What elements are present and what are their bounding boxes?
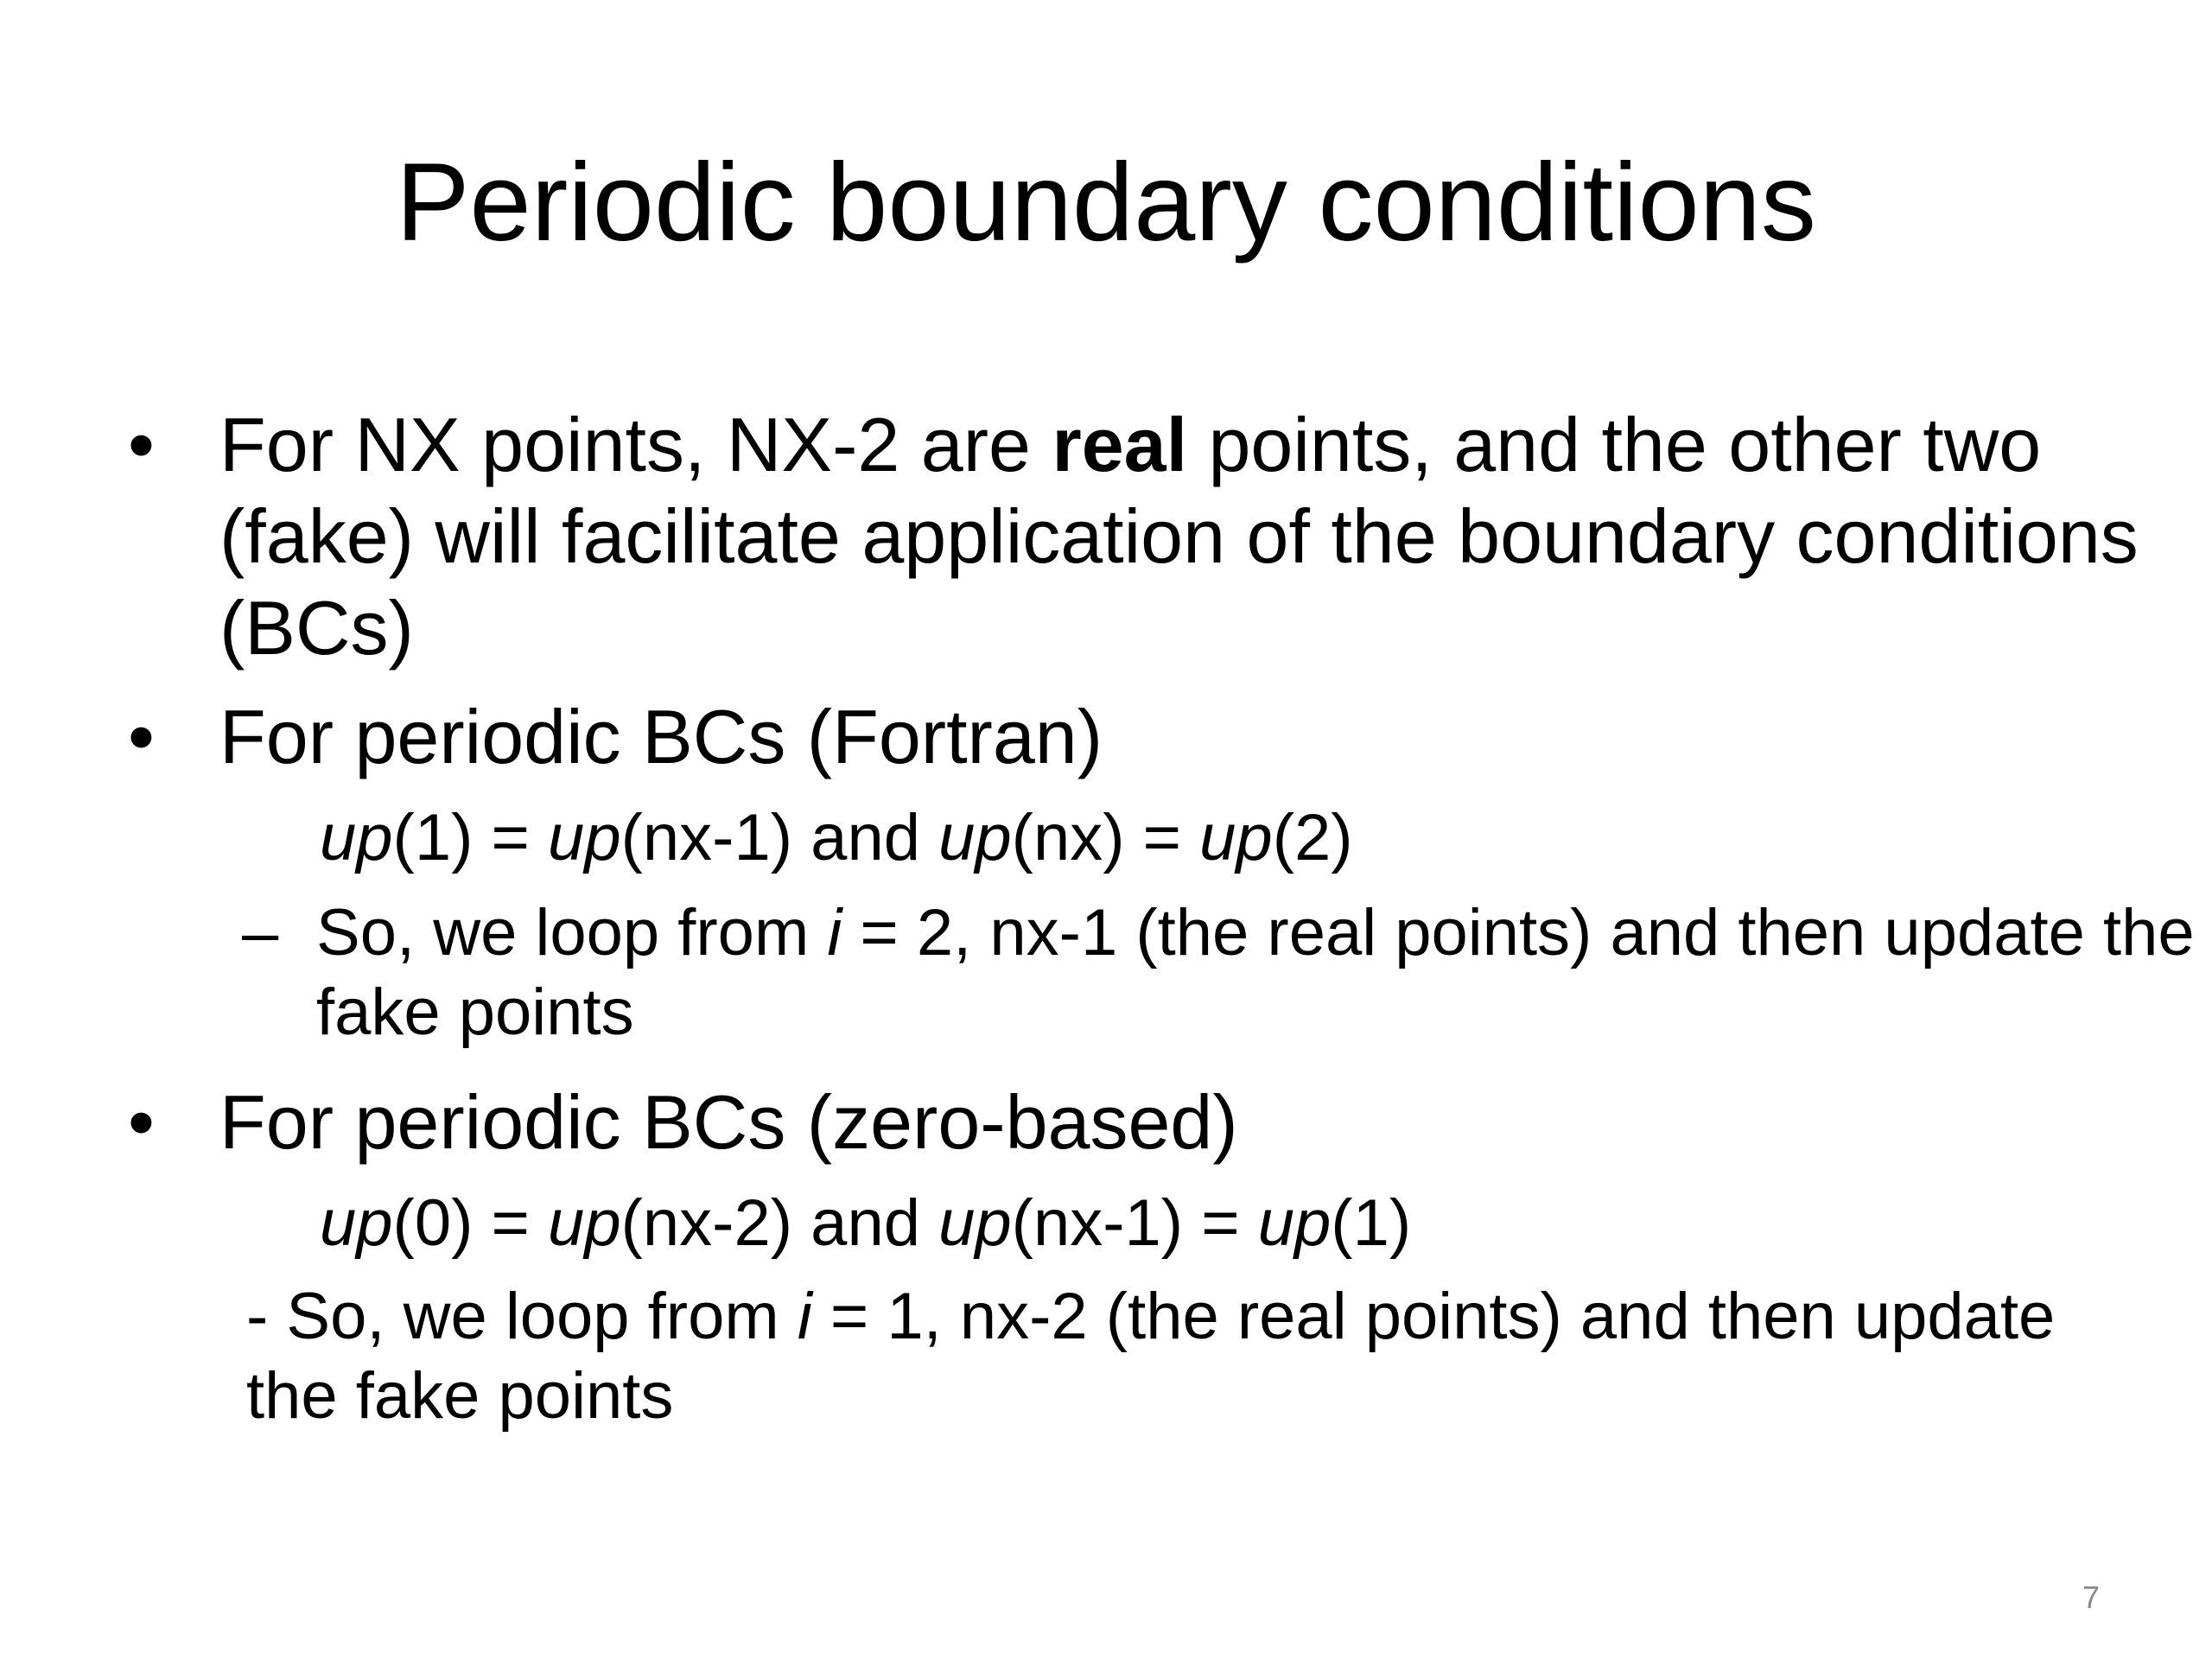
bullet-glyph: • bbox=[128, 402, 155, 487]
fortran-loop-note bbox=[242, 893, 2200, 1052]
zero-based-bc-formula: up(0) = up(nx-2) and up(nx-1) = up(1) bbox=[320, 1186, 1412, 1260]
dash-text: So, we loop from i = 2, nx-1 (the real points) and then update the fake points bbox=[316, 896, 2195, 1049]
zero-based-loop-note: - So, we loop from i = 1, nx-2 (the real points) and then update the fake points bbox=[246, 1280, 2056, 1433]
fortran-bc-formula: up(1) = up(nx-1) and up(nx) = up(2) bbox=[320, 801, 1353, 874]
bullet-item-zero-based bbox=[128, 1077, 2207, 1168]
bullet-item-nx-points bbox=[128, 399, 2207, 674]
bullet-text: For periodic BCs (zero-based) bbox=[219, 1079, 1238, 1165]
bullet-glyph: • bbox=[128, 694, 155, 779]
slide-number: 7 bbox=[2082, 1580, 2101, 1615]
dash-glyph: – bbox=[242, 896, 279, 969]
bullet-glyph: • bbox=[128, 1079, 155, 1165]
slide-title: Periodic boundary conditions bbox=[396, 141, 1816, 264]
bullet-text: For NX points, NX-2 are real points, and the other two (fake) will facilitate application of the boundary conditions (BCs) bbox=[219, 402, 2139, 671]
emphasis-real: real bbox=[1052, 402, 1188, 487]
bullet-item-fortran bbox=[128, 691, 2207, 783]
bullet-text: For periodic BCs (Fortran) bbox=[219, 694, 1103, 779]
